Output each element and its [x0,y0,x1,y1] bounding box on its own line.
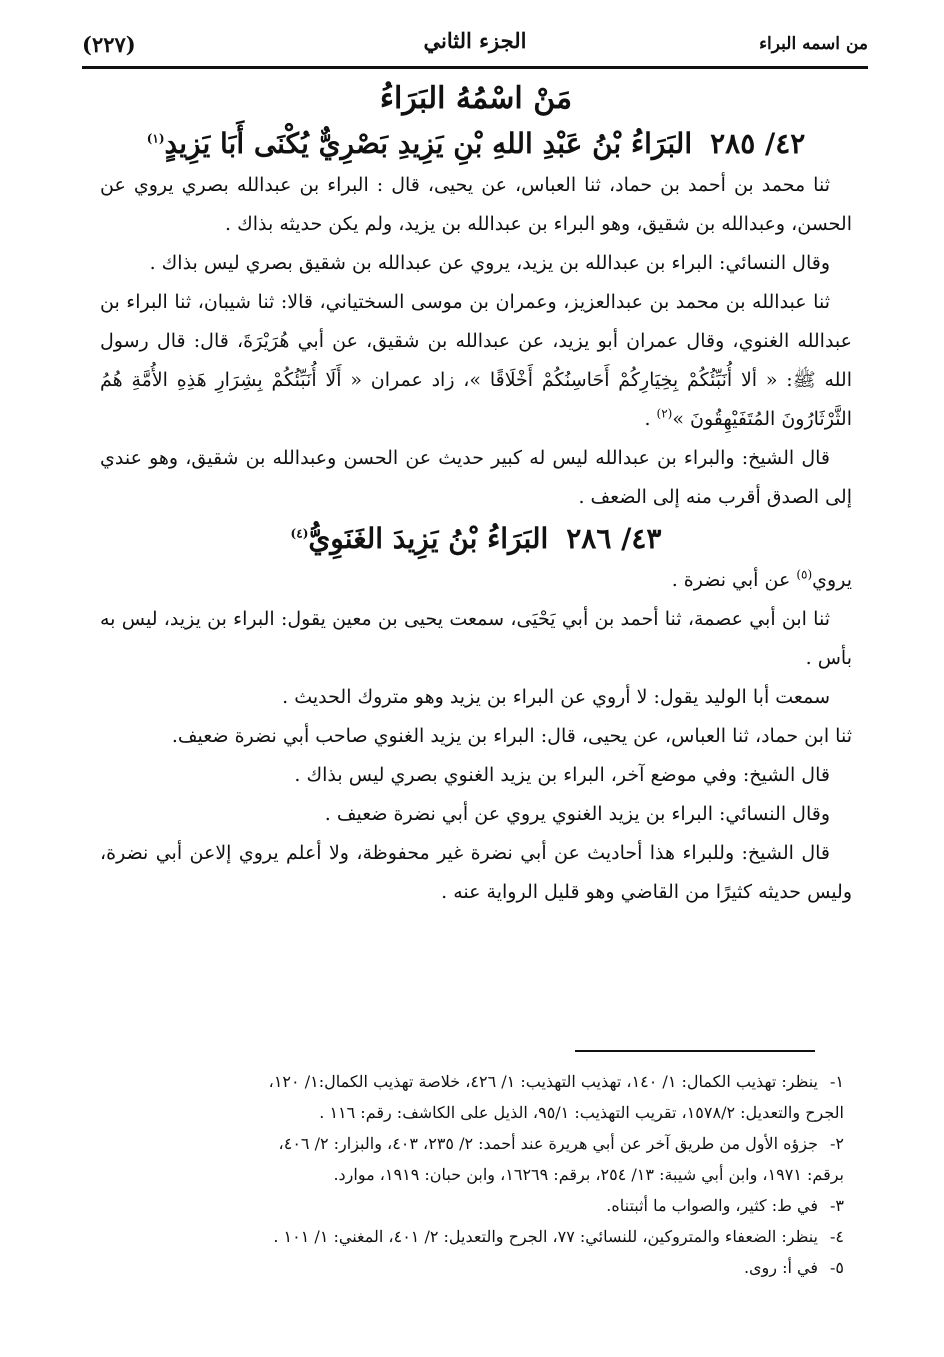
footnote-rule [575,1050,815,1052]
footnote-text: في ط: كثير، والصواب ما أثبتناه. [606,1196,818,1215]
footnote-number: ١- [830,1072,844,1091]
paragraph: ثنا عبدالله بن محمد بن عبدالعزيز، وعمران بن موسى السختياني، قالا: ثنا شيبان، ثنا البراء بن عبدالله الغنوي، وقال عمران أبو يزيد، عن عبدالله بن شقيق، عن أبي هُرَيْرَةَ، قال: قال رسول الله ﷺ: « ألا أُنَبِّئُكُمْ بِخِيَارِكُمْ أَحَاسِنُكُمْ أَخْلَاقًا »، زاد عمران « أَلَا أُنَبِّئُكُمْ بِشِرَارِ هَذِهِ الأُمَّةِ هُمُ الثَّرْثَارُونَ المُتَفَيْهِقُونَ »$^{(٢)}$ . [100,291,852,430]
footnote-continued: برقم: ١٩٧١، وابن أبي شيبة: ١٣/ ٢٥٤، برقم: ١٦٢٦٩، وابن حبان: ١٩١٩، موارد. [333,1165,844,1184]
running-title: من اسمه البراء [759,34,868,54]
paragraph: ثنا محمد بن أحمد بن حماد، ثنا العباس، عن يحيى، قال : البراء بن عبدالله بصري يروي عن الحسن، وعبدالله بن شقيق، وهو البراء بن عبدالله بن يزيد، ولم يكن حديثه بذاك . [100,174,852,235]
paragraph: قال الشيخ: وللبراء هذا أحاديث عن أبي نضرة غير محفوظة، ولا أعلم يروي إلاعن أبي نضرة، وليس حديثه كثيرًا من القاضي وهو قليل الرواية عنه . [100,842,852,903]
footnote-ref: (٢) [656,406,673,421]
footnote [100,1066,844,1097]
footnote [100,1190,844,1221]
footnote [100,1221,844,1252]
footnote-ref: (١) [146,131,165,146]
entry-name: البَرَاءُ بْنُ عَبْدِ اللهِ بْنِ يَزِيدِ بَصْرِيٌّ يُكْنَى أَبَا يَزِيدٍ [164,127,693,160]
paragraph: وقال النسائي: البراء بن عبدالله بن يزيد، يروي عن عبدالله بن شقيق بصري ليس بذاك . [149,252,830,274]
footnotes [100,1066,844,1283]
paragraph: وقال النسائي: البراء بن يزيد الغنوي يروي عن أبي نضرة ضعيف . [324,803,830,825]
footnote-ref: (٤) [290,526,309,541]
main-text [100,76,852,912]
page-header [82,26,868,66]
footnote-number: ٥- [830,1258,844,1277]
paragraph-lead: يروي [812,569,852,591]
footnote-text: ينظر: تهذيب الكمال: ١/ ١٤٠، تهذيب التهذيب: ١/ ٤٢٦، خلاصة تهذيب الكمال:١/ ١٢٠، [268,1072,818,1091]
footnote-number: ٣- [830,1196,844,1215]
part-title: الجزء الثاني [423,28,527,53]
footnote-text: جزؤه الأول من طريق آخر عن أبي هريرة عند أحمد: ٢/ ٢٣٥، ٤٠٣، والبزار: ٢/ ٤٠٦، [278,1134,818,1153]
paragraph: قال الشيخ: والبراء بن عبدالله ليس له كبير حديث عن الحسن وعبدالله بن شقيق، وهو عندي إلى الصدق أقرب منه إلى الضعف . [100,447,852,508]
paragraph: ثنا ابن حماد، ثنا العباس، عن يحيى، قال: البراء بن يزيد الغنوي صاحب أبي نضرة ضعيف. [171,725,852,747]
entry-number: ٤٢/ ٢٨٥ [710,127,806,160]
paragraph: سمعت أبا الوليد يقول: لا أروي عن البراء بن يزيد وهو متروك الحديث . [282,686,830,708]
paragraph-text: عن أبي نضرة . [671,569,791,591]
page-number: (٢٢٧) [82,32,136,57]
paragraph: قال الشيخ: وفي موضع آخر، البراء بن يزيد الغنوي بصري ليس بذاك . [294,764,830,786]
footnote-continued: الجرح والتعديل: ١٥٧٨/٢، تقريب التهذيب: ٩٥/١، الذيل على الكاشف: رقم: ١١٦ . [319,1103,844,1122]
entry-name: البَرَاءُ بْنُ يَزِيدَ الغَنَوِيُّ [308,522,549,555]
footnote-text: ينظر: الضعفاء والمتروكين، للنسائي: ٧٧، الجرح والتعديل: ٢/ ٤٠١، المغني: ١/ ١٠١ . [273,1227,818,1246]
footnote [100,1252,844,1283]
footnote-ref: (٥) [796,567,813,582]
footnote [100,1128,844,1159]
entry-title [100,122,852,166]
entry-number: ٤٣/ ٢٨٦ [566,522,662,555]
footnote-text: في أ: روى. [743,1258,818,1277]
section-title: مَنْ اسْمُهُ البَرَاءُ [379,81,573,116]
header-rule [82,66,868,69]
footnote-number: ٤- [830,1227,844,1246]
paragraph [100,561,852,600]
paragraph: ثنا ابن أبي عصمة، ثنا أحمد بن أبي يَحْيَى، سمعت يحيى بن معين يقول: البراء بن يزيد، ليس به بأس . [100,608,852,669]
entry-title [100,517,852,561]
footnote-number: ٢- [830,1134,844,1153]
paragraph-text: ثنا عبدالله بن محمد بن عبدالعزيز، وعمران بن موسى السختياني، قالا: ثنا شيبان، ثنا البراء بن عبدالله الغنوي، وقال عمران أبو يزيد، عن عبدالله بن شقيق، عن أبي هُرَيْرَةَ، قال: قال رسول الله ﷺ: « ألا أُنَبِّئُكُمْ بِخِيَارِكُمْ أَحَاسِنُكُمْ أَخْلَاقًا »، زاد عمران « أَلَا أُنَبِّئُكُمْ بِشِرَارِ هَذِهِ الأُمَّةِ هُمُ الثَّرْثَارُونَ المُتَفَيْهِقُونَ » [100,291,852,430]
